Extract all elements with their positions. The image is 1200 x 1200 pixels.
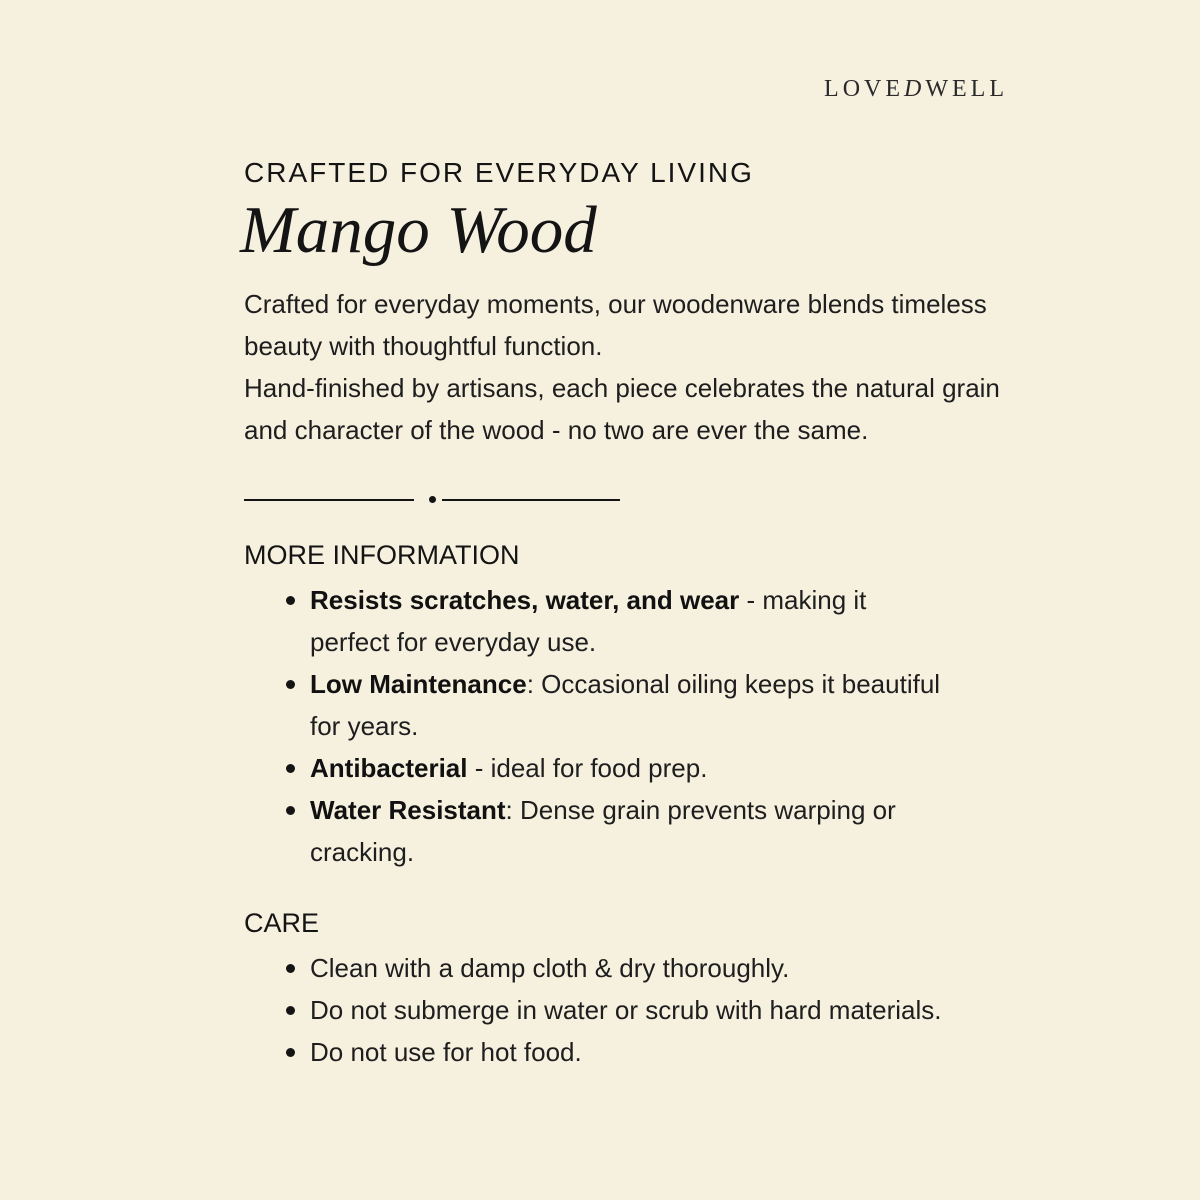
feature-description: : Occasional oiling keeps it beautiful for years. (310, 669, 941, 741)
list-item (244, 789, 944, 873)
page-title: Mango Wood (240, 193, 597, 267)
bullet-icon (286, 1006, 295, 1015)
feature-description: : Dense grain prevents warping or cracking. (310, 795, 896, 867)
brand-logo-part2: D (904, 76, 926, 102)
list-item (244, 1031, 944, 1073)
divider-dot (429, 496, 436, 503)
intro-paragraph-2: Hand-finished by artisans, each piece celebrates the natural grain and character of the wood - no two are ever the same. (244, 373, 1000, 445)
more-information-list (244, 579, 944, 873)
brand-logo-part1: LOVE (824, 76, 905, 102)
list-item (244, 579, 944, 663)
bullet-icon (286, 1048, 295, 1057)
care-heading: CARE (244, 908, 320, 938)
section-divider (244, 493, 620, 507)
feature-name: Antibacterial (310, 753, 468, 783)
intro-text (244, 283, 1004, 451)
care-instruction: Do not submerge in water or scrub with hard materials. (310, 995, 942, 1025)
feature-description: - ideal for food prep. (467, 753, 708, 783)
list-item (244, 663, 944, 747)
intro-paragraph-1: Crafted for everyday moments, our woodenware blends timeless beauty with thoughtful function. (244, 289, 987, 361)
feature-description: - making it perfect for everyday use. (310, 585, 867, 657)
list-item (244, 989, 944, 1031)
list-item (244, 747, 944, 789)
feature-name: Water Resistant (310, 795, 506, 825)
bullet-icon (286, 680, 295, 689)
brand-logo (824, 76, 1008, 103)
divider-line-left (244, 499, 414, 501)
bullet-icon (286, 806, 295, 815)
care-list (244, 947, 944, 1073)
bullet-icon (286, 964, 295, 973)
more-information-heading: MORE INFORMATION (244, 540, 520, 570)
eyebrow-heading: CRAFTED FOR EVERYDAY LIVING (244, 157, 754, 188)
bullet-icon (286, 596, 295, 605)
feature-name: Low Maintenance (310, 669, 527, 699)
brand-logo-part3: WELL (925, 76, 1008, 102)
divider-line-right (442, 499, 620, 501)
care-instruction: Do not use for hot food. (310, 1037, 582, 1067)
list-item (244, 947, 944, 989)
bullet-icon (286, 764, 295, 773)
main-content (240, 155, 1024, 1073)
care-instruction: Clean with a damp cloth & dry thoroughly. (310, 953, 790, 983)
feature-name: Resists scratches, water, and wear (310, 585, 740, 615)
